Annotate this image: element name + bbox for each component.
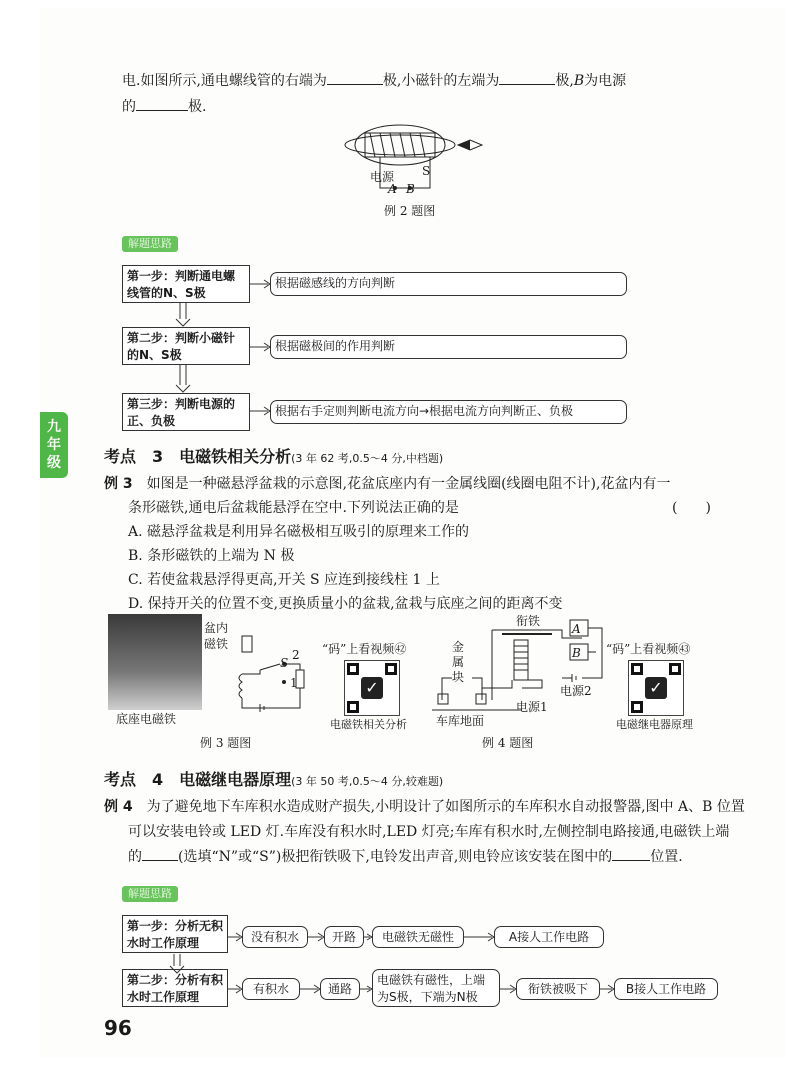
option-b: B. 条形磁铁的上端为 N 极 (128, 548, 295, 564)
solution-tag: 解题思路 (122, 236, 178, 252)
flow2-step1-label: 第一步：分析无积水时工作原理 (122, 915, 228, 953)
video2-title: “码”上看视频㊸ (606, 642, 691, 656)
flow2-step2-item4: 衔铁被吸下 (516, 978, 600, 1000)
flow1-step3-result: 根据右手定则判断电流方向→根据电流方向判断正、负极 (270, 400, 627, 424)
position-b-label: B (572, 646, 581, 660)
power2-label: 电源2 (560, 684, 592, 698)
terminal-b-label: B (406, 182, 415, 196)
flow1-step2-label: 第二步：判断小磁针的N、S极 (122, 327, 250, 365)
question-line-2: 的 极. (122, 96, 206, 118)
question-line-1: 电.如图所示,通电螺线管的右端为 极,小磁针的左端为 极,B为电源 (122, 70, 626, 92)
flow2-step2-item3: 电磁铁有磁性，上端为S极，下端为N极 (372, 969, 500, 1007)
video1-title: “码”上看视频㊷ (322, 642, 407, 656)
garage-floor-label: 车库地面 (436, 714, 485, 728)
video1-qr-code[interactable]: ✓ (344, 660, 400, 716)
metal-block-label: 金属块 (452, 640, 465, 684)
bonsai-photo (108, 614, 202, 710)
flow2-step1-item4: A接人工作电路 (494, 926, 604, 948)
pot-magnet-label: 盆内磁铁 (204, 621, 229, 651)
terminal-a-label: A (388, 182, 397, 196)
video1-name: 电磁铁相关分析 (330, 718, 407, 731)
option-d: D. 保持开关的位置不变,更换质量小的盆栽,盆栽与底座之间的距离不变 (128, 596, 563, 612)
flow1-step1-label: 第一步：判断通电螺线管的N、S极 (122, 265, 250, 303)
fig3-caption: 例 3 题图 (200, 736, 252, 750)
flow1-step3-label: 第三步：判断电源的正、负极 (122, 393, 250, 431)
flow1-arrows (120, 260, 280, 440)
example4-line2: 可以安装电铃或 LED 灯.车库没有积水时,LED 灯亮;车库有积水时,左侧控制电路接通,电磁铁上端 (128, 824, 730, 840)
flow1-step2-result: 根据磁极间的作用判断 (270, 335, 627, 359)
kaodian4-heading: 考点 4 电磁继电器原理(3 年 50 考,0.5～4 分,较难题) (104, 770, 444, 789)
kaodian3-heading: 考点 3 电磁铁相关分析(3 年 62 考,0.5～4 分,中档题) (104, 447, 444, 466)
position-a-label: A (572, 622, 581, 636)
flow1-step1-result: 根据磁感线的方向判断 (270, 272, 627, 296)
fig4-caption: 例 4 题图 (482, 736, 534, 750)
armature-label: 衔铁 (516, 614, 541, 628)
flow2-step1-item2: 开路 (324, 926, 364, 948)
flow2-step1-item3: 电磁铁无磁性 (372, 926, 464, 948)
option-a: A. 磁悬浮盆栽是利用异名磁极相互吸引的原理来工作的 (128, 524, 470, 540)
terminal-2-label: 2 (292, 648, 300, 662)
example4-line3: 的 (选填“N”或“S”)极把衔铁吸下,电铃发出声音,则电铃应该安装在图中的 位置. (128, 846, 683, 868)
power-label: 电源 (370, 170, 395, 184)
bonsai-circuit (230, 634, 325, 714)
fig2-caption: 例 2 题图 (384, 204, 436, 218)
grade-side-tab: 九年级 (40, 412, 68, 478)
video2-qr-code[interactable]: ✓ (628, 660, 684, 716)
answer-paren: ( ) (672, 500, 711, 516)
flow2-arrows (120, 910, 730, 1010)
switch-s-label: S (280, 656, 289, 670)
example3-line2: 条形磁铁,通电后盆栽能悬浮在空中.下列说法正确的是 (128, 500, 459, 516)
flow2-step2-item2: 通路 (320, 978, 360, 1000)
terminal-1-label: 1 (290, 676, 298, 690)
flow2-step2-label: 第二步：分析有积水时工作原理 (122, 969, 228, 1007)
flow2-step2-item1: 有积水 (242, 978, 300, 1000)
example3-line1: 例 3 如图是一种磁悬浮盆栽的示意图,花盆底座内有一金属线圈(线圈电阻不计),花盆内有一 (104, 476, 671, 492)
page-number: 96 (104, 1016, 132, 1040)
option-c: C. 若使盆栽悬浮得更高,开关 S 应连到接线柱 1 上 (128, 572, 440, 588)
switch-label: S (422, 164, 431, 178)
solution-tag-2: 解题思路 (122, 886, 178, 902)
flow2-step2-item5: B接人工作电路 (614, 978, 718, 1000)
example4-line1: 例 4 为了避免地下车库积水造成财产损失,小明设计了如图所示的车库积水自动报警器,图中 A、B 位置 (104, 799, 745, 815)
power1-label: 电源1 (516, 700, 548, 714)
flow2-step1-item1: 没有积水 (242, 926, 308, 948)
base-label: 底座电磁铁 (116, 712, 177, 726)
video2-name: 电磁继电器原理 (616, 718, 693, 731)
